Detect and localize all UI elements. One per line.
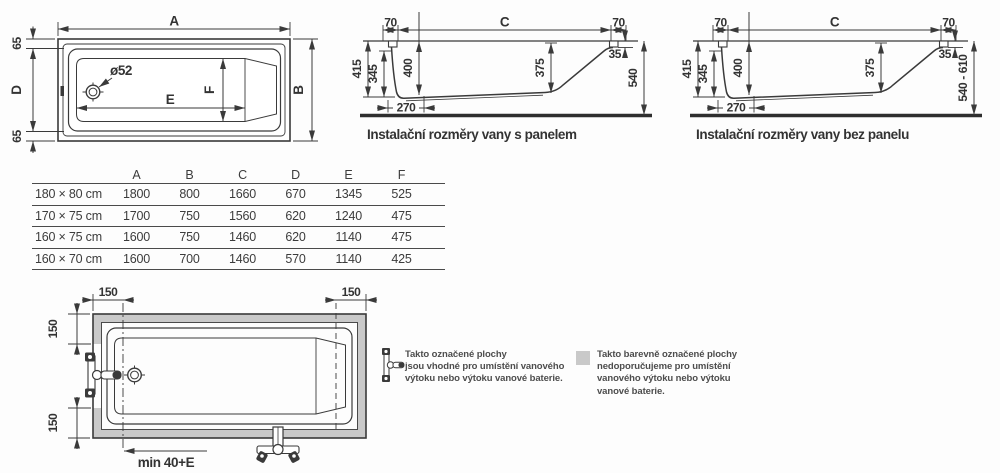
dim-min-offset-label: min 40+E — [137, 455, 195, 470]
table-row — [32, 249, 445, 271]
dim-375-label: 375 — [533, 58, 547, 78]
drain-hole — [124, 366, 145, 385]
dim-35-label: 35 — [938, 47, 951, 61]
value-f: 475 — [391, 230, 412, 245]
dim-400-label: 400 — [401, 58, 415, 78]
dim-540-label: 540 — [626, 68, 640, 88]
value-b: 750 — [179, 230, 200, 245]
bathtub-top-view — [9, 14, 318, 154]
value-a: 1800 — [122, 187, 150, 202]
dim-375-label: 375 — [863, 58, 877, 78]
dim-150-left-lower-label: 150 — [46, 413, 60, 433]
dim-f-label: F — [202, 86, 217, 94]
dim-150-left-upper-label: 150 — [46, 319, 60, 339]
table-header-b: B — [185, 167, 194, 182]
dim-415-label: 415 — [350, 59, 364, 79]
dim-70-left-label: 70 — [384, 15, 397, 30]
value-a: 1600 — [122, 230, 150, 245]
value-e: 1140 — [335, 230, 362, 245]
value-c: 1560 — [228, 208, 256, 223]
value-b: 750 — [179, 208, 200, 223]
gray-zone-swatch-icon — [576, 351, 590, 365]
legend-suitable-note — [405, 349, 564, 386]
value-b: 700 — [179, 251, 200, 266]
legend-not-recommended-note — [597, 349, 737, 398]
value-c: 1460 — [228, 230, 256, 245]
legend-line: výtoku nebo výtoku vanové baterie. — [405, 373, 563, 385]
dim-e-label: E — [165, 92, 175, 107]
dim-d-label: D — [9, 85, 24, 95]
dim-65-top-label: 65 — [10, 37, 24, 50]
value-b: 800 — [179, 187, 200, 202]
value-d: 670 — [285, 187, 306, 202]
wall-faucet-fixture — [85, 353, 121, 398]
section-without-panel — [680, 12, 982, 116]
table-header-row — [32, 166, 445, 184]
table-row — [32, 206, 445, 228]
dim-150-top-left-label: 150 — [98, 285, 118, 299]
table-row — [32, 227, 445, 249]
value-e: 1240 — [334, 208, 362, 223]
size-label: 170 × 75 cm — [35, 208, 102, 223]
dim-540-610-label: 540 - 610 — [956, 54, 970, 102]
dim-35-label: 35 — [608, 47, 621, 61]
dim-65-bottom-label: 65 — [10, 130, 24, 143]
dim-a-label: A — [169, 13, 179, 29]
value-a: 1600 — [122, 251, 150, 266]
dim-345-label: 345 — [696, 64, 710, 84]
section-with-panel-caption: Instalační rozměry vany s panelem — [367, 127, 577, 142]
dim-70-right-label: 70 — [612, 15, 625, 30]
value-e: 1345 — [334, 187, 362, 202]
legend-line: Takto barevně označené plochy — [597, 349, 737, 360]
dim-150-top-right-label: 150 — [341, 285, 361, 299]
wall-faucet-icon — [382, 348, 404, 382]
dim-270-label: 270 — [726, 100, 746, 115]
value-c: 1660 — [228, 187, 256, 202]
value-f: 525 — [391, 187, 412, 202]
value-a: 1700 — [122, 208, 150, 223]
table-header-a: A — [132, 167, 141, 182]
overflow-mark — [61, 86, 65, 96]
legend-line: Takto označené plochy — [405, 349, 507, 360]
drain-diameter-label: ø52 — [109, 63, 133, 78]
dim-70-left-label: 70 — [714, 15, 727, 30]
size-label: 160 × 75 cm — [35, 230, 102, 245]
section-without-panel-caption: Instalační rozměry vany bez panelu — [696, 127, 909, 142]
size-label: 160 × 70 cm — [35, 251, 102, 266]
size-label: 180 × 80 cm — [35, 187, 102, 202]
legend-line: nedoporučujeme pro umístění — [597, 361, 731, 373]
table-header-d: D — [291, 167, 300, 182]
section-with-panel — [350, 12, 652, 116]
table-header-e: E — [344, 167, 353, 182]
tub-outer-rim — [58, 39, 290, 141]
table-row — [32, 184, 445, 206]
dim-415-label: 415 — [680, 59, 694, 79]
value-d: 620 — [285, 230, 306, 245]
dim-70-right-label: 70 — [942, 15, 955, 30]
value-e: 1140 — [335, 251, 362, 266]
legend-line: jsou vhodné pro umístění vanového — [405, 361, 565, 373]
value-f: 425 — [391, 251, 412, 266]
bathtub-installation-view — [46, 285, 377, 470]
not-recommended-zone — [93, 314, 366, 438]
dim-c-label: C — [829, 14, 840, 30]
dimension-table — [32, 166, 445, 270]
legend-line: vanové baterie. — [597, 385, 665, 397]
dim-b-label: B — [291, 85, 306, 95]
legend-line: vanového výtoku nebo výtoku — [597, 373, 731, 385]
value-d: 570 — [285, 251, 306, 266]
value-f: 475 — [391, 208, 412, 223]
dim-c-label: C — [499, 14, 510, 30]
value-d: 620 — [285, 208, 306, 223]
table-header-c: C — [238, 167, 247, 182]
dim-400-label: 400 — [731, 58, 745, 78]
dim-270-label: 270 — [396, 100, 416, 115]
table-header-f: F — [397, 167, 406, 182]
value-c: 1460 — [228, 251, 256, 266]
dim-345-label: 345 — [366, 64, 380, 84]
